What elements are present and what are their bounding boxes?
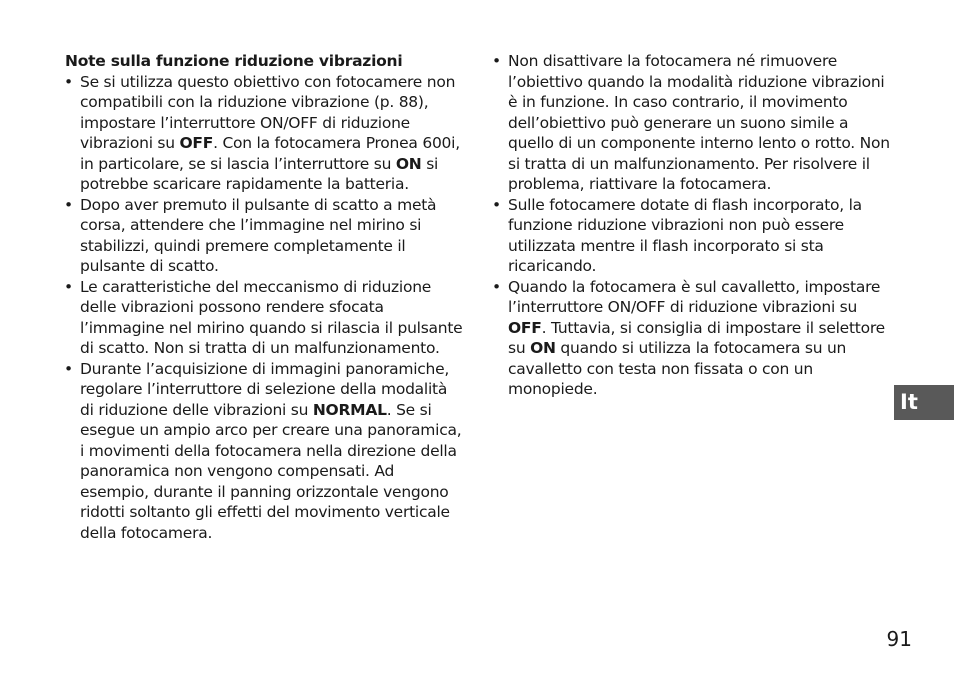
list-item: • Le caratteristiche del meccanismo di riduzione delle vibrazioni possono rendere sfocata l’immagine nel mirino quando si rilascia il pulsante di scatto. Non si tratta di un malfunzionamento. [64,277,463,357]
notes-list-right [492,51,894,400]
list-item: • Durante l’acquisizione di immagini panoramiche, regolare l’interruttore di selezione della modalità di riduzione delle vibrazioni su NORMAL. Se si esegue un ampio arco per creare una panoramica, i movimenti della fotocamera nella direzione della panoramica non vengono compensati. Ad esempio, durante il panning orizzontale vengono ridotti soltanto gli effetti del movimento verticale della fotocamera. [64,359,462,542]
bullet-icon: • [64,72,73,91]
page-number: 91 [886,627,912,651]
left-column [64,51,464,543]
bullet-icon: • [64,359,73,378]
bullet-icon: • [492,195,501,214]
bullet-icon: • [64,195,73,214]
list-item: • Se si utilizza questo obiettivo con fotocamere non compatibili con la riduzione vibrazione (p. 88), impostare l’interruttore ON/OFF di riduzione vibrazioni su OFF. Con la fotocamera Pronea 600i, in particolare, se si lascia l’interruttore su ON si potrebbe scaricare rapidamente la batteria. [64,72,460,193]
list-item: • Sulle fotocamere dotate di flash incorporato, la funzione riduzione vibrazioni non può essere utilizzata mentre il flash incorporato si sta ricaricando. [492,195,862,275]
bullet-icon: • [64,277,73,296]
list-item: • Non disattivare la fotocamera né rimuovere l’obiettivo quando la modalità riduzione vibrazioni è in funzione. In caso contrario, il movimento dell’obiettivo può generare un suono simile a quello di un componente interno lento o rotto. Non si tratta di un malfunzionamento. Per risolvere il problema, riattivare la fotocamera. [492,52,890,193]
bullet-icon: • [492,277,501,296]
section-heading: Note sulla funzione riduzione vibrazioni [65,52,403,70]
list-item: • Quando la fotocamera è sul cavalletto, impostare l’interruttore ON/OFF di riduzione vibrazioni su OFF. Tuttavia, si consiglia di impostare il selettore su ON quando si utilizza la fotocamera su un cavalletto con testa non fissata o con un monopiede. [492,277,885,398]
notes-list-left [64,72,464,544]
list-item: • Dopo aver premuto il pulsante di scatto a metà corsa, attendere che l’immagine nel mirino si stabilizzi, quindi premere completamente il pulsante di scatto. [64,195,437,275]
right-column [492,51,894,400]
bullet-icon: • [492,52,501,70]
language-tab: It [894,385,954,420]
